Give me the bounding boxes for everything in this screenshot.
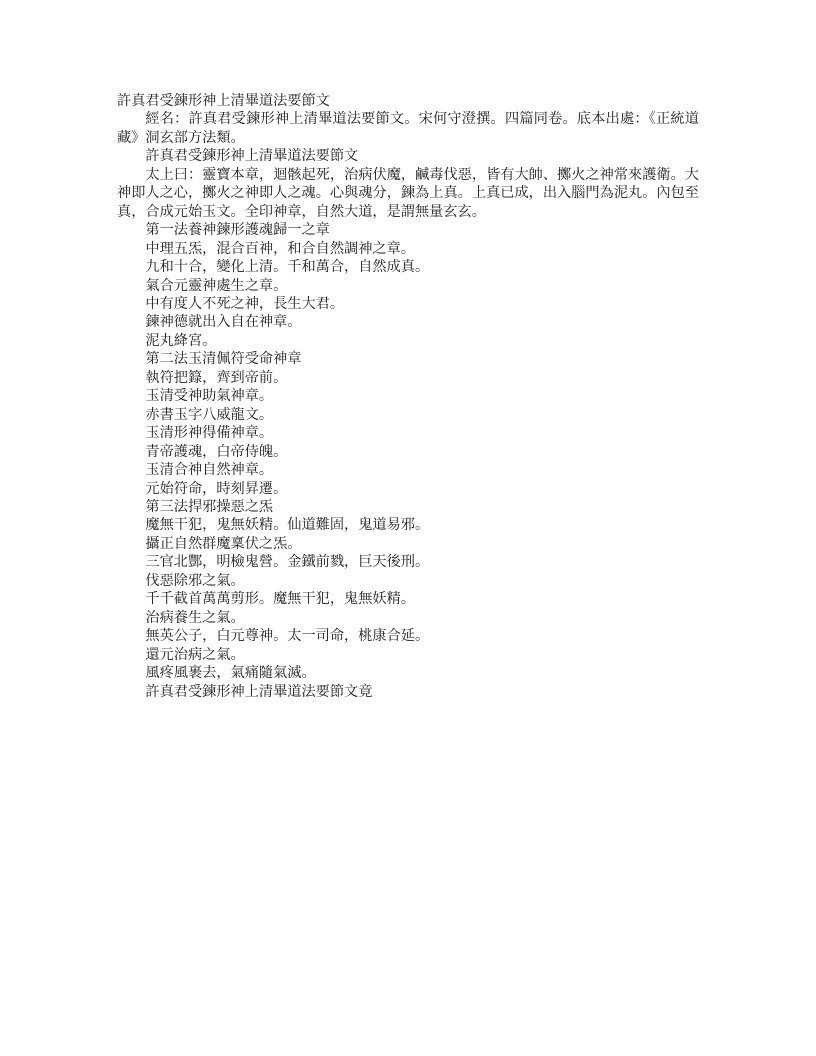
verse-line: 中有度人不死之神，長生大君。 <box>145 295 345 312</box>
verse-line: 伐惡除邪之氣。 <box>145 572 245 589</box>
document-title: 許真君受鍊形神上清畢道法要節文 <box>117 93 330 109</box>
body-paragraph: 太上曰：靈寶本章，迴骸起死，治病伏魔，鹹毒伐惡，皆有大帥、擲火之神常來護衛。大神即人之心，擲火之神即人之魂。心與魂分，鍊為上真。上真已成，出入腦門為泥丸。內包至真，合成元始玉文。全印神章，自然大道，是謂無量玄玄。 <box>117 166 699 220</box>
verse-line: 鍊神德就出入自在神章。 <box>145 314 302 331</box>
verse-line: 泥丸絳宮。 <box>145 332 217 349</box>
verse-line: 元始符命，時刻昇遷。 <box>145 480 288 497</box>
verse-line: 攝正自然群魔稟伏之炁。 <box>145 535 302 552</box>
scripture-info-paragraph: 經名：許真君受鍊形神上清畢道法要節文。宋何守澄撰。四篇同卷。底本出處：《正統道藏》洞玄部方法類。 <box>117 111 699 146</box>
chapter-heading-1: 第一法養神鍊形護魂歸一之章 <box>145 222 330 239</box>
verse-line: 青帝護魂，白帝侍魄。 <box>145 443 288 460</box>
verse-line: 玉清合神自然神章。 <box>145 462 274 479</box>
document-page <box>117 92 699 701</box>
verse-line: 治病養生之氣。 <box>145 609 245 626</box>
verse-line: 執符把籙，齊到帝前。 <box>145 369 288 386</box>
verse-line: 赤書玉字八威龍文。 <box>145 406 274 423</box>
verse-line: 無英公子，白元尊神。太一司命，桃康合延。 <box>145 628 430 645</box>
verse-line: 魔無干犯，鬼無妖精。仙道難固，鬼道易邪。 <box>145 517 430 534</box>
chapter-heading-2: 第二法玉清佩符受命神章 <box>145 351 302 368</box>
verse-line: 九和十合，變化上清。千和萬合，自然成真。 <box>145 259 430 276</box>
verse-line: 風疼風裹去，氣痛隨氣滅。 <box>145 665 316 682</box>
section-heading: 許真君受鍊形神上清畢道法要節文 <box>145 148 359 165</box>
verse-line: 中理五炁，混合百神，和合自然調神之章。 <box>145 240 415 257</box>
verse-line: 千千截首萬萬剪形。魔無干犯，鬼無妖精。 <box>145 591 415 608</box>
verse-line: 還元治病之氣。 <box>145 646 245 663</box>
verse-line: 玉清受神助氣神章。 <box>145 388 274 405</box>
verse-line: 氣合元靈神處生之章。 <box>145 277 288 294</box>
verse-line: 三官北酆，明檢鬼營。金鐵前戮，巨天後刑。 <box>145 554 430 571</box>
chapter-heading-3: 第三法捍邪操惡之炁 <box>145 498 274 515</box>
closing-line: 許真君受鍊形神上清畢道法要節文竟 <box>145 683 373 700</box>
verse-line: 玉清形神得備神章。 <box>145 425 274 442</box>
